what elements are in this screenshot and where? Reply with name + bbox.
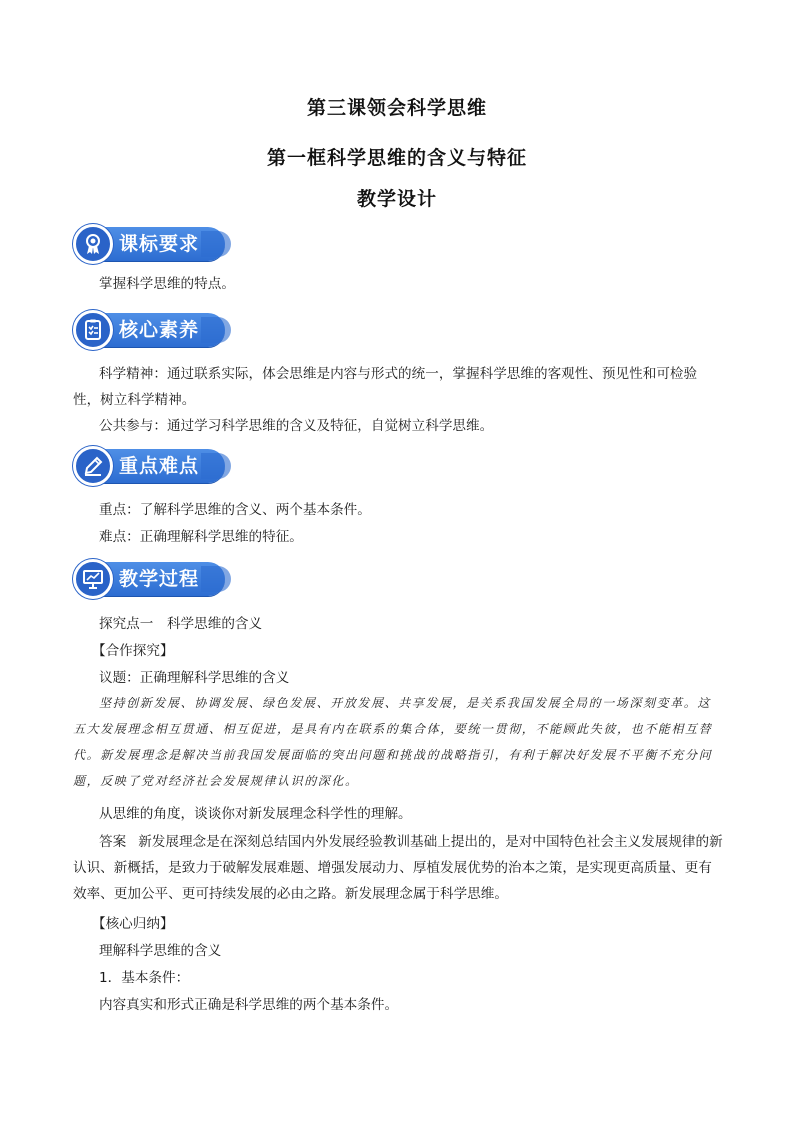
banner-label: 教学过程 xyxy=(119,568,200,590)
answer-block xyxy=(73,829,723,907)
banner-label: 核心素养 xyxy=(119,319,200,341)
presentation-chart-icon xyxy=(73,559,113,599)
award-ribbon-icon xyxy=(73,224,113,264)
summary-label: 【核心归纳】 xyxy=(92,916,174,932)
difficulty-text: 难点：正确理解科学思维的特征。 xyxy=(99,529,303,545)
summary-title: 理解科学思维的含义 xyxy=(99,943,222,959)
lesson-title: 第三课领会科学思维 xyxy=(306,97,487,119)
key-points-banner xyxy=(73,446,231,486)
standards-banner xyxy=(73,224,231,264)
cooperative-label: 【合作探究】 xyxy=(92,643,174,659)
question-text: 从思维的角度，谈谈你对新发展理念科学性的理解。 xyxy=(99,806,412,822)
science-spirit-text: 科学精神：通过联系实际，体会思维是内容与形式的统一，掌握科学思维的客观性、预见性和可检验性，树立科学精神。 xyxy=(73,366,698,408)
literacy-banner xyxy=(73,310,231,350)
answer-label: 答案 xyxy=(99,834,127,850)
answer-text: 新发展理念是在深刻总结国内外发展经验教训基础上提出的，是对中国特色社会主义发展规律的新认识、新概括，是致力于破解发展难题、增强发展动力、厚植发展优势的治本之策，是实现更高质量、更有效率、更加公平、更可持续发展的必由之路。新发展理念属于科学思维。 xyxy=(73,834,723,902)
public-participation-text: 公共参与：通过学习科学思维的含义及特征，自觉树立科学思维。 xyxy=(99,418,494,434)
banner-label: 重点难点 xyxy=(119,455,200,477)
material-passage: 坚持创新发展、协调发展、绿色发展、开放发展、共享发展，是关系我国发展全局的一场深刻变革。这五大发展理念相互贯通、相互促进，是具有内在联系的集合体，要统一贯彻，不能顾此失彼，也不能相互替代。新发展理念是解决当前我国发展面临的突出问题和挑战的战略指引，有利于解决好发展不平衡不充分问题，反映了党对经济社会发展规律认识的深化。 xyxy=(73,696,713,788)
key-point-text: 重点：了解科学思维的含义、两个基本条件。 xyxy=(99,502,371,518)
item1-title: 1．基本条件： xyxy=(99,970,190,986)
doc-type-title: 教学设计 xyxy=(356,188,437,210)
inquiry-point: 探究点一 科学思维的含义 xyxy=(99,616,263,632)
section-title: 第一框科学思维的含义与特征 xyxy=(266,147,527,169)
process-banner xyxy=(73,559,231,599)
pencil-note-icon xyxy=(73,446,113,486)
topic-text: 议题：正确理解科学思维的含义 xyxy=(99,670,290,686)
banner-label: 课标要求 xyxy=(119,233,200,255)
standards-text: 掌握科学思维的特点。 xyxy=(99,276,235,292)
checklist-icon xyxy=(73,310,113,350)
item1-text: 内容真实和形式正确是科学思维的两个基本条件。 xyxy=(99,997,399,1013)
